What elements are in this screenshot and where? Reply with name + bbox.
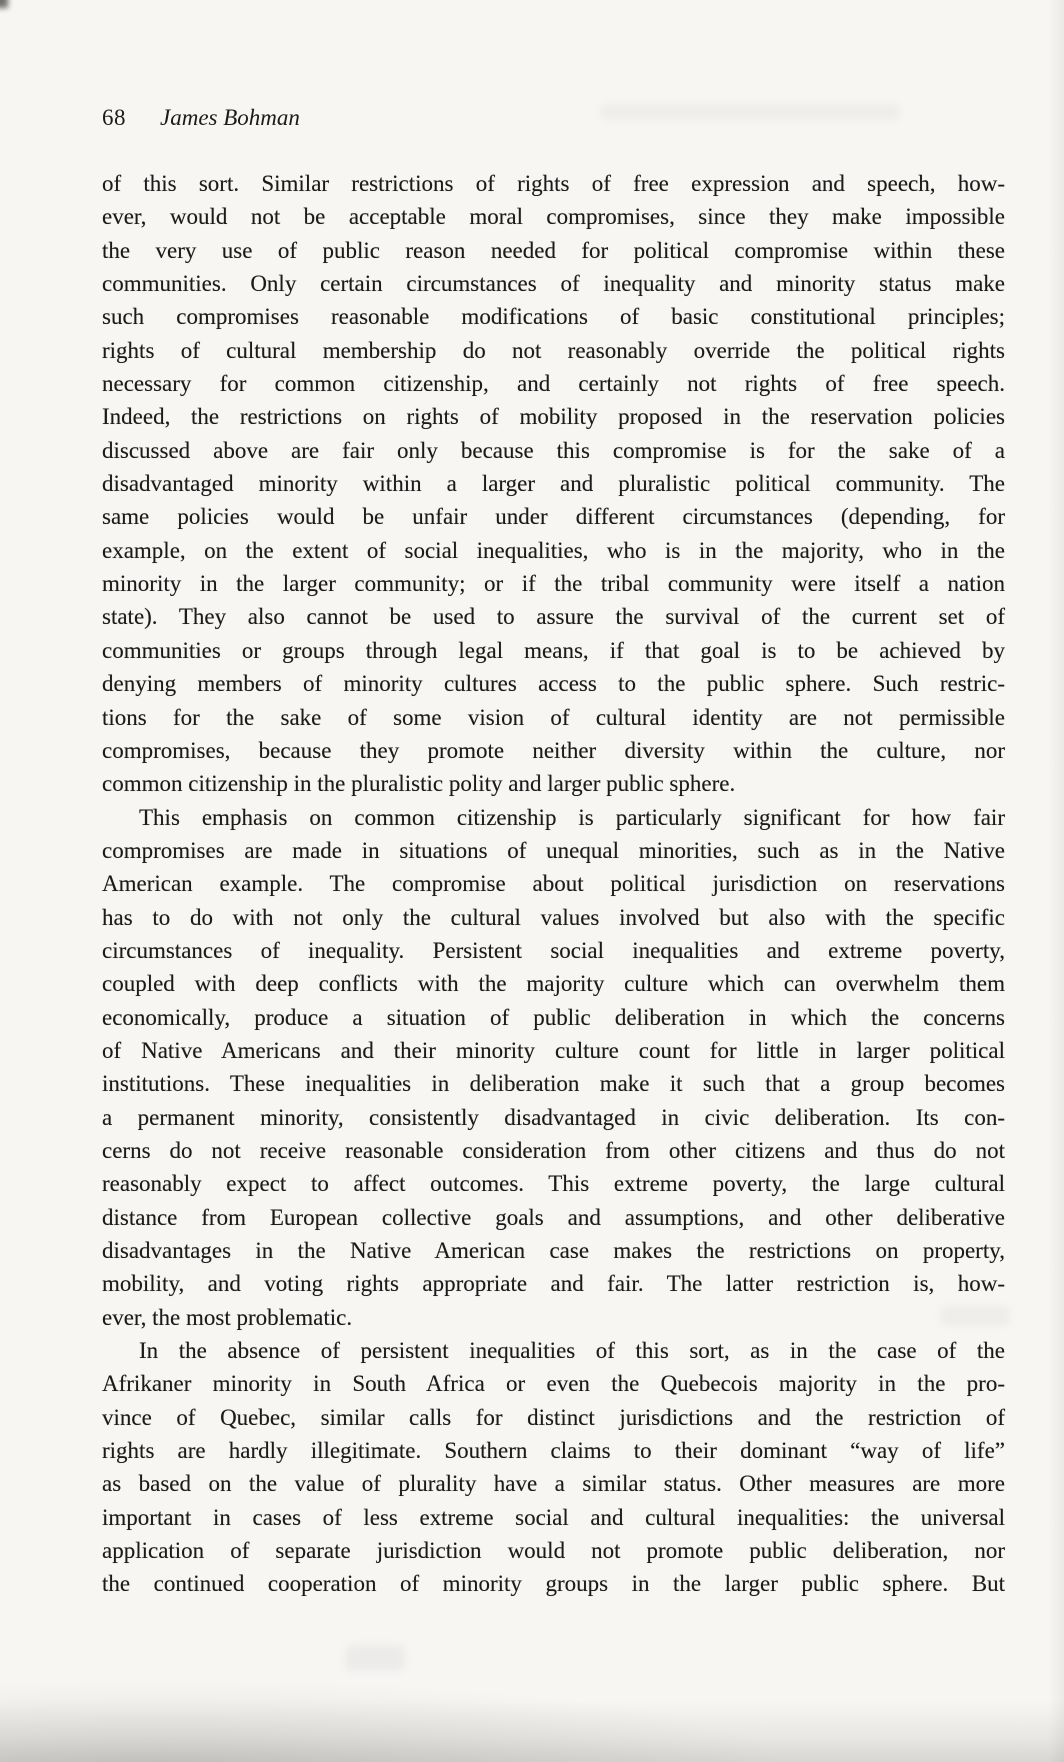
text-line: vince of Quebec, similar calls for distinct jurisdictions and the restriction of: [102, 1404, 1005, 1430]
text-line: such compromises reasonable modifications of basic constitutional principles;: [102, 304, 1005, 330]
text-line: of Native Americans and their minority culture count for little in larger political: [102, 1037, 1005, 1063]
text-line: disadvantages in the Native American case makes the restrictions on property,: [102, 1238, 1005, 1263]
text-line: This emphasis on common citizenship is particularly significant for how fair: [139, 804, 1005, 830]
text-line: of this sort. Similar restrictions of rights of free expression and speech, how-: [102, 171, 1005, 196]
paragraph: [102, 801, 1005, 1335]
text-line: In the absence of persistent inequalities of this sort, as in the case of the: [139, 1338, 1005, 1364]
text-line: a permanent minority, consistently disadvantaged in civic deliberation. Its con-: [102, 1104, 1005, 1130]
text-line: denying members of minority cultures access to the public sphere. Such restric-: [102, 671, 1005, 697]
text-line: compromises, because they promote neither diversity within the culture, nor: [102, 737, 1005, 763]
scan-edge-shading: [1048, 0, 1064, 1762]
text-line: minority in the larger community; or if the tribal community were itself a nation: [102, 571, 1005, 597]
paragraph: [102, 167, 1005, 801]
text-line: economically, produce a situation of public deliberation in which the concerns: [102, 1004, 1005, 1030]
text-line: same policies would be unfair under different circumstances (depending, for: [102, 504, 1005, 530]
show-through-artifact: [600, 104, 900, 120]
text-line: the continued cooperation of minority groups in the larger public sphere. But: [102, 1571, 1005, 1597]
text-line: cerns do not receive reasonable consideration from other citizens and thus do not: [102, 1137, 1005, 1163]
page-body: [102, 167, 1005, 1601]
text-line: tions for the sake of some vision of cultural identity are not permissible: [102, 704, 1005, 730]
text-line: American example. The compromise about political jurisdiction on reservations: [102, 871, 1005, 897]
text-line: ever, the most problematic.: [102, 1304, 353, 1330]
text-line: example, on the extent of social inequalities, who is in the majority, who in the: [102, 537, 1005, 563]
text-line: compromises are made in situations of unequal minorities, such as in the Native: [102, 837, 1005, 863]
running-title-author: James Bohman: [160, 105, 300, 130]
page-number: 68: [102, 105, 126, 130]
text-line: necessary for common citizenship, and certainly not rights of free speech.: [102, 371, 1005, 397]
text-line: the very use of public reason needed for political compromise within these: [102, 237, 1005, 263]
text-line: discussed above are fair only because this compromise is for the sake of a: [102, 437, 1005, 463]
text-line: as based on the value of plurality have a similar status. Other measures are more: [102, 1471, 1005, 1497]
text-line: ever, would not be acceptable moral compromises, since they make impossible: [102, 204, 1005, 230]
text-line: Afrikaner minority in South Africa or even the Quebecois majority in the pro-: [102, 1371, 1005, 1397]
smudge-artifact: [345, 1645, 405, 1671]
text-line: communities. Only certain circumstances of inequality and minority status make: [102, 271, 1005, 297]
text-line: important in cases of less extreme social and cultural inequalities: the universal: [102, 1504, 1005, 1530]
text-line: coupled with deep conflicts with the majority culture which can overwhelm them: [102, 971, 1005, 997]
text-line: distance from European collective goals and assumptions, and other deliberative: [102, 1204, 1005, 1230]
text-line: has to do with not only the cultural values involved but also with the specific: [102, 904, 1005, 930]
text-line: mobility, and voting rights appropriate and fair. The latter restriction is, how-: [102, 1271, 1005, 1297]
text-line: reasonably expect to affect outcomes. This extreme poverty, the large cultural: [102, 1171, 1005, 1197]
text-line: rights are hardly illegitimate. Southern claims to their dominant “way of life”: [102, 1438, 1005, 1464]
page-header: [102, 101, 300, 134]
text-line: disadvantaged minority within a larger and pluralistic political community. The: [102, 471, 1005, 497]
text-line: Indeed, the restrictions on rights of mobility proposed in the reservation policies: [102, 404, 1005, 430]
scan-corner-artifact: [0, 0, 8, 8]
paragraph: [102, 1334, 1005, 1601]
text-line: institutions. These inequalities in deliberation make it such that a group becomes: [102, 1071, 1005, 1097]
text-line: common citizenship in the pluralistic polity and larger public sphere.: [102, 771, 736, 797]
text-line: communities or groups through legal means, if that goal is to be achieved by: [102, 637, 1005, 663]
text-line: state). They also cannot be used to assure the survival of the current set of: [102, 604, 1005, 630]
text-line: circumstances of inequality. Persistent social inequalities and extreme poverty,: [102, 937, 1005, 963]
text-line: application of separate jurisdiction would not promote public deliberation, nor: [102, 1538, 1005, 1564]
text-line: rights of cultural membership do not reasonably override the political rights: [102, 337, 1005, 363]
